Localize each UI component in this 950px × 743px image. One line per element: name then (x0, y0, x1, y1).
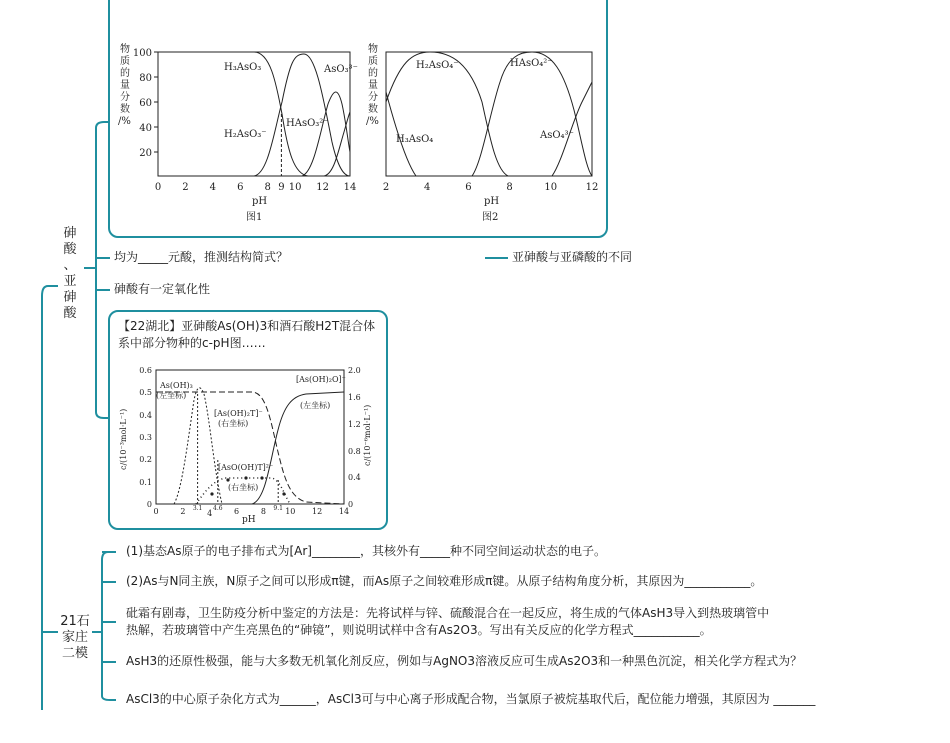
cph-right-2.0: 2.0 (348, 366, 361, 375)
cph-x-6: 6 (234, 507, 240, 516)
cph-right-1.6: 1.6 (348, 393, 361, 402)
cph-right-0.8: 0.8 (348, 447, 361, 456)
fig1-ytick-100: 100 (132, 48, 152, 59)
fig1-curve-haso3 (302, 92, 350, 176)
fig1-xtick-12: 12 (316, 182, 329, 193)
cph-x-8: 8 (260, 507, 266, 516)
cph-label-asoh2o-note: (左坐标) (300, 401, 331, 410)
c-ph-chart (110, 366, 386, 526)
topic-b-item-4[interactable]: AsH3的还原性极强，能与大多数无机氧化剂反应，例如与AgNO3溶液反应可生成As2O3和一种黑色沉淀，相关化学方程式为？ (126, 654, 803, 668)
cph-marker-2 (226, 478, 229, 481)
fig1-ytick-60: 60 (139, 98, 152, 109)
cph-left-0: 0 (146, 500, 152, 509)
fig1-ytick-20: 20 (139, 148, 152, 159)
topic-shijiazhuang-label[interactable]: 21石 家庄 二模 (60, 614, 90, 661)
hubei-card-title: 【22湖北】亚砷酸As(OH)3和酒石酸H2T混合体系中部分物种的c-pH图…… (118, 319, 376, 350)
topic-a-item-2[interactable]: 砷酸有一定氧化性 (114, 282, 211, 296)
speciation-charts (110, 0, 606, 236)
fig2-xtick-6: 6 (465, 182, 472, 193)
cph-x-4: 4 (207, 509, 213, 518)
cph-left-ylabel: c/(10⁻³mol·L⁻¹) (119, 408, 128, 470)
fig1-xtick-6: 6 (237, 182, 244, 193)
topic-a-item-1[interactable]: 均为_____元酸，推测结构简式？ (114, 250, 289, 264)
fig2-label-h2aso4: H₂AsO₄⁻ (416, 60, 459, 71)
fig2-xtick-2: 2 (382, 182, 390, 193)
fig2 (366, 42, 598, 223)
fig1-label-h2aso3: H₂AsO₃⁻ (224, 129, 267, 140)
fig1-ytick-40: 40 (139, 123, 152, 134)
topic-arsenic-acid-label[interactable]: 砷 酸 、 亚 砷 酸 (63, 226, 77, 321)
cph-xlabel: pH (242, 515, 256, 525)
cph-right-0.4: 0.4 (348, 473, 361, 482)
cph-left-0.6: 0.6 (139, 366, 152, 375)
cph-right-1.2: 1.2 (348, 420, 361, 429)
fig1-xlabel: pH (252, 196, 268, 207)
cph-left-0.3: 0.3 (139, 433, 152, 442)
cph-marker-5 (282, 492, 285, 495)
fig2-xtick-8: 8 (506, 182, 513, 193)
fig1-xtick-2: 2 (182, 182, 189, 193)
topic-b-item-5[interactable]: AsCl3的中心原子杂化方式为______，AsCl3可与中心离子形成配合物，当氯原子被烷基取代后，配位能力增强，其原因为 _______ (126, 692, 816, 706)
cph-label-asoh3: As(OH)₃ (160, 381, 193, 390)
fig1-xtick-4: 4 (209, 182, 216, 193)
fig1-label-aso3: AsO₃³⁻ (324, 64, 358, 75)
fig1-xtick-8: 8 (264, 182, 271, 193)
fig2-xlabel: pH (484, 196, 500, 207)
topic-b-item-2[interactable]: (2)As与N同主族，N原子之间可以形成π键，而As原子之间较难形成π键。从原子结构角度分析，其原因为___________。 (126, 574, 763, 588)
fig2-ylabel: 物质的 量分数/% (366, 44, 379, 127)
cph-left-0.5: 0.5 (139, 388, 152, 397)
cph-label-asoohT-note: (右坐标) (228, 483, 259, 492)
fig1-xtick-14: 14 (343, 182, 357, 193)
cph-x-14: 14 (338, 507, 350, 516)
cph-x-3.1: 3.1 (192, 505, 203, 512)
fig2-xtick-10: 10 (544, 182, 558, 193)
cph-marker-4 (260, 476, 263, 479)
fig1-xtick-0: 0 (154, 182, 162, 193)
cph-left-0.1: 0.1 (139, 478, 152, 487)
side-note-arsenite-vs-phosphite[interactable]: 亚砷酸与亚磷酸的不同 (512, 250, 633, 264)
fig2-curve-haso4 (472, 52, 592, 176)
fig2-label-haso4: HAsO₄²⁻ (510, 58, 553, 69)
fig2-caption: 图2 (482, 212, 499, 223)
cph-right-ylabel: c/(10⁻⁶mol·L⁻¹) (363, 404, 372, 466)
cph-left-0.4: 0.4 (139, 411, 152, 420)
fig1-xtick-10: 10 (288, 182, 302, 193)
cph-label-asoh3-note: (左坐标) (156, 391, 187, 400)
fig1-label-haso3: HAsO₃²⁻ (286, 118, 329, 129)
cph-x-12: 12 (312, 507, 323, 516)
cph-x-10: 10 (285, 507, 296, 516)
fig2-label-aso4: AsO₄³⁻ (540, 130, 574, 141)
cph-label-asoohT: [AsO(OH)T]²⁻ (218, 463, 274, 472)
fig1-ytick-80: 80 (139, 73, 152, 84)
cph-x-4.6: 4.6 (213, 505, 223, 512)
topic-b-item-3[interactable]: 砒霜有剧毒，卫生防疫分析中鉴定的方法是：先将试样与锌、硫酸混合在一起反应，将生成的气体AsH3导入到热玻璃管中 热解，若玻璃管中产生亮黑色的“砷镜”，则说明试样中含有As2O3。写出有关反应的化学方程式___________。 (126, 606, 770, 637)
cph-label-asoh2o: [As(OH)₂O]⁻ (296, 375, 346, 384)
cph-left-0.2: 0.2 (139, 455, 152, 464)
cph-label-asoh2t-note: (右坐标) (218, 419, 249, 428)
cph-x-0: 0 (153, 507, 159, 516)
cph-x-2: 2 (180, 507, 186, 516)
fig1-caption: 图1 (246, 212, 263, 223)
cph-marker-1 (210, 492, 213, 495)
fig1 (118, 42, 358, 223)
cph-right-0: 0 (348, 500, 354, 509)
fig1-xtick-9: 9 (278, 182, 285, 193)
cph-label-asoh2t: [As(OH)₂T]⁻ (214, 409, 263, 418)
fig1-label-h3aso3: H₃AsO₃ (224, 62, 262, 73)
cph-x-9.1: 9.1 (273, 505, 283, 512)
speciation-charts-card (108, 0, 608, 238)
hubei-22-card (108, 310, 388, 530)
fig2-xtick-4: 4 (424, 182, 431, 193)
topic-b-item-1[interactable]: (1)基态As原子的电子排布式为[Ar]________，其核外有_____种不同空间运动状态的电子。 (126, 544, 606, 558)
fig2-label-h3aso4: H₃AsO₄ (396, 134, 434, 145)
fig2-xtick-12: 12 (585, 182, 599, 193)
cph-marker-3 (244, 476, 247, 479)
fig1-ylabel: 物质的 量分数/% (118, 44, 131, 127)
